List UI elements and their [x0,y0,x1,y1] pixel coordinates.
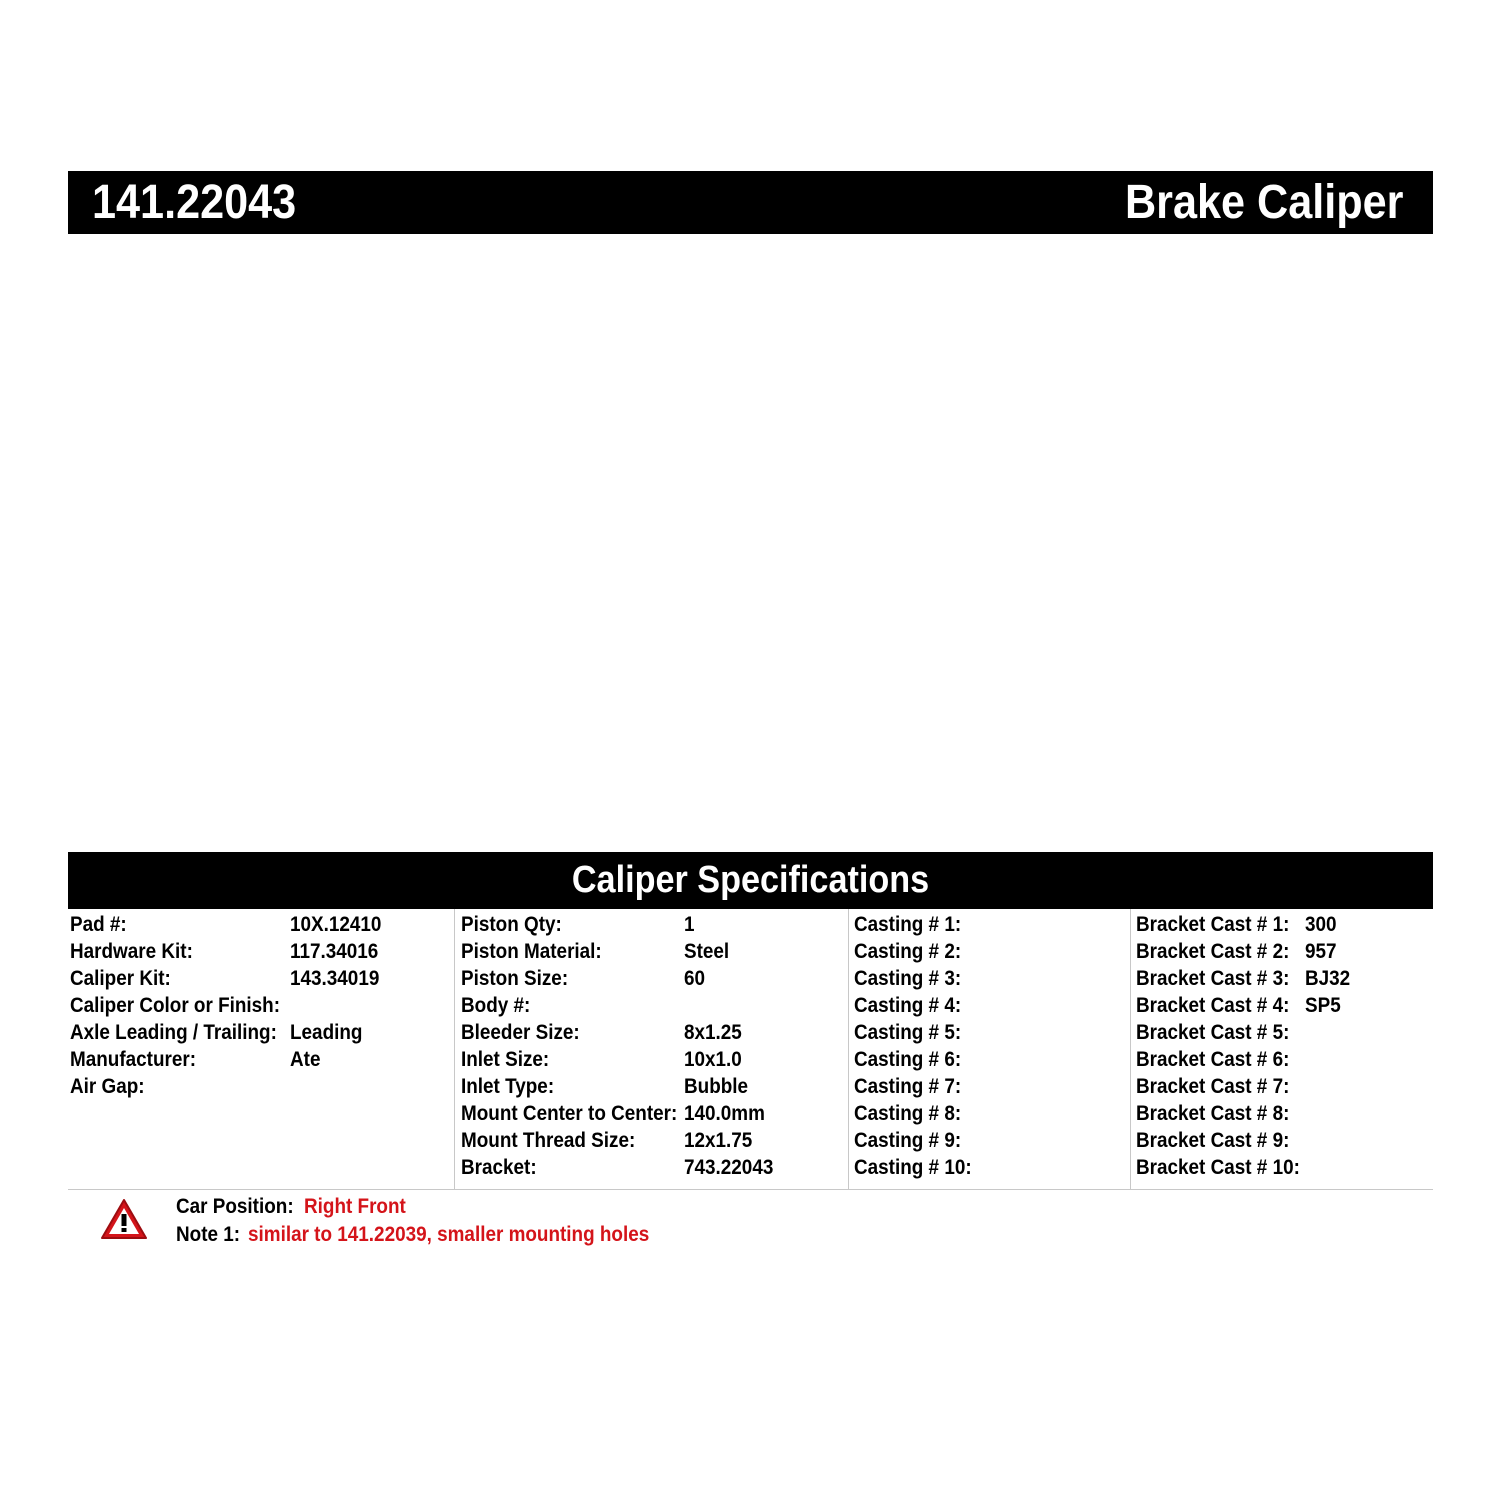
spec-label: Bracket Cast # 7: [1136,1075,1290,1098]
spec-row-piston [455,1100,848,1127]
note1-value: similar to 141.22039, smaller mounting holes [248,1223,650,1246]
note1-label: Note 1: [176,1223,241,1246]
spec-label: Casting # 8: [854,1102,962,1125]
spec-label: Inlet Size: [461,1048,550,1071]
spec-label: Manufacturer: [70,1048,197,1071]
spec-label: Bracket Cast # 10: [1136,1156,1300,1179]
spec-section-title: Caliper Specifications [571,859,930,901]
spec-label: Hardware Kit: [70,940,193,963]
spec-row-general [68,1019,454,1046]
spec-value: Steel [684,940,730,963]
spec-label: Caliper Kit: [70,967,171,990]
spec-row-bracket-cast [1131,911,1433,938]
spec-row-general [68,1046,454,1073]
spec-label: Casting # 1: [854,913,962,936]
spec-row-general [68,911,454,938]
spec-value: BJ32 [1305,967,1351,990]
spec-label: Casting # 2: [854,940,962,963]
spec-label: Casting # 6: [854,1048,962,1071]
spec-label: Casting # 10: [854,1156,972,1179]
spec-row-bracket-cast [1131,992,1433,1019]
spec-label: Body #: [461,994,531,1017]
spec-row-general [68,938,454,965]
spec-value: 10X.12410 [290,913,382,936]
car-position-label: Car Position: [176,1195,294,1218]
spec-row-bracket-cast [1131,1019,1433,1046]
spec-row-bracket-cast [1131,965,1433,992]
spec-label: Bracket Cast # 8: [1136,1102,1290,1125]
spec-row-piston [455,1127,848,1154]
spec-label: Bracket Cast # 9: [1136,1129,1290,1152]
spec-row-bracket-cast [1131,1073,1433,1100]
spec-value: SP5 [1305,994,1341,1017]
spec-row-piston [455,1046,848,1073]
spec-label: Caliper Color or Finish: [70,994,281,1017]
spec-row-bracket-cast [1131,1154,1433,1181]
spec-row-casting [849,1127,1130,1154]
spec-value: 60 [684,967,706,990]
spec-row-casting [849,1073,1130,1100]
spec-row-casting [849,1019,1130,1046]
spec-label: Casting # 9: [854,1129,962,1152]
spec-row-bracket-cast [1131,938,1433,965]
spec-row-casting [849,1046,1130,1073]
spec-row-piston [455,938,848,965]
spec-value: 143.34019 [290,967,380,990]
spec-row-piston [455,911,848,938]
spec-value: 10x1.0 [684,1048,742,1071]
spec-row-general [68,992,454,1019]
spec-row-piston [455,1073,848,1100]
spec-value: Ate [290,1048,321,1071]
spec-section-header [68,852,1433,909]
spec-row-piston [455,965,848,992]
spec-label: Bleeder Size: [461,1021,580,1044]
spec-row-general [68,1073,454,1100]
spec-row-casting [849,992,1130,1019]
spec-label: Bracket Cast # 3: [1136,967,1290,990]
spec-label: Bracket Cast # 1: [1136,913,1290,936]
spec-column-casting [848,909,1130,1189]
spec-label: Piston Size: [461,967,569,990]
spec-label: Piston Qty: [461,913,562,936]
spec-row-piston [455,992,848,1019]
car-position-row [176,1193,406,1221]
spec-label: Mount Center to Center: [461,1102,678,1125]
notes-section [68,1192,1433,1252]
spec-row-bracket-cast [1131,1127,1433,1154]
spec-label: Air Gap: [70,1075,145,1098]
title-bar [68,171,1433,234]
spec-row-bracket-cast [1131,1100,1433,1127]
spec-label: Bracket: [461,1156,537,1179]
spec-label: Pad #: [70,913,127,936]
spec-row-general [68,965,454,992]
spec-value: Leading [290,1021,363,1044]
spec-label: Bracket Cast # 2: [1136,940,1290,963]
spec-column-general [68,909,454,1189]
spec-row-casting [849,1100,1130,1127]
warning-icon [100,1198,148,1240]
spec-label: Bracket Cast # 4: [1136,994,1290,1017]
spec-label: Inlet Type: [461,1075,555,1098]
spec-row-casting [849,911,1130,938]
spec-row-bracket-cast [1131,1046,1433,1073]
spec-row-casting [849,1154,1130,1181]
spec-label: Mount Thread Size: [461,1129,636,1152]
spec-value: 117.34016 [290,940,379,963]
spec-label: Axle Leading / Trailing: [70,1021,277,1044]
spec-value: 140.0mm [684,1102,765,1125]
spec-label: Piston Material: [461,940,602,963]
spec-label: Casting # 3: [854,967,962,990]
spec-value: 957 [1305,940,1337,963]
spec-label: Bracket Cast # 5: [1136,1021,1290,1044]
spec-column-bracket-cast [1130,909,1433,1189]
spec-label: Casting # 7: [854,1075,962,1098]
spec-row-piston [455,1154,848,1181]
spec-label: Bracket Cast # 6: [1136,1048,1290,1071]
spec-value: 8x1.25 [684,1021,742,1044]
spec-table [68,909,1433,1190]
spec-row-casting [849,965,1130,992]
spec-value: 743.22043 [684,1156,774,1179]
car-position-value: Right Front [304,1195,406,1218]
spec-label: Casting # 4: [854,994,962,1017]
spec-column-piston [454,909,848,1189]
spec-label: Casting # 5: [854,1021,962,1044]
spec-value: Bubble [684,1075,749,1098]
spec-row-piston [455,1019,848,1046]
spec-value: 12x1.75 [684,1129,753,1152]
part-number: 141.22043 [92,176,297,229]
spec-value: 300 [1305,913,1337,936]
spec-row-casting [849,938,1130,965]
spec-value: 1 [684,913,695,936]
part-type: Brake Caliper [1124,176,1403,229]
note1-row [176,1221,650,1249]
